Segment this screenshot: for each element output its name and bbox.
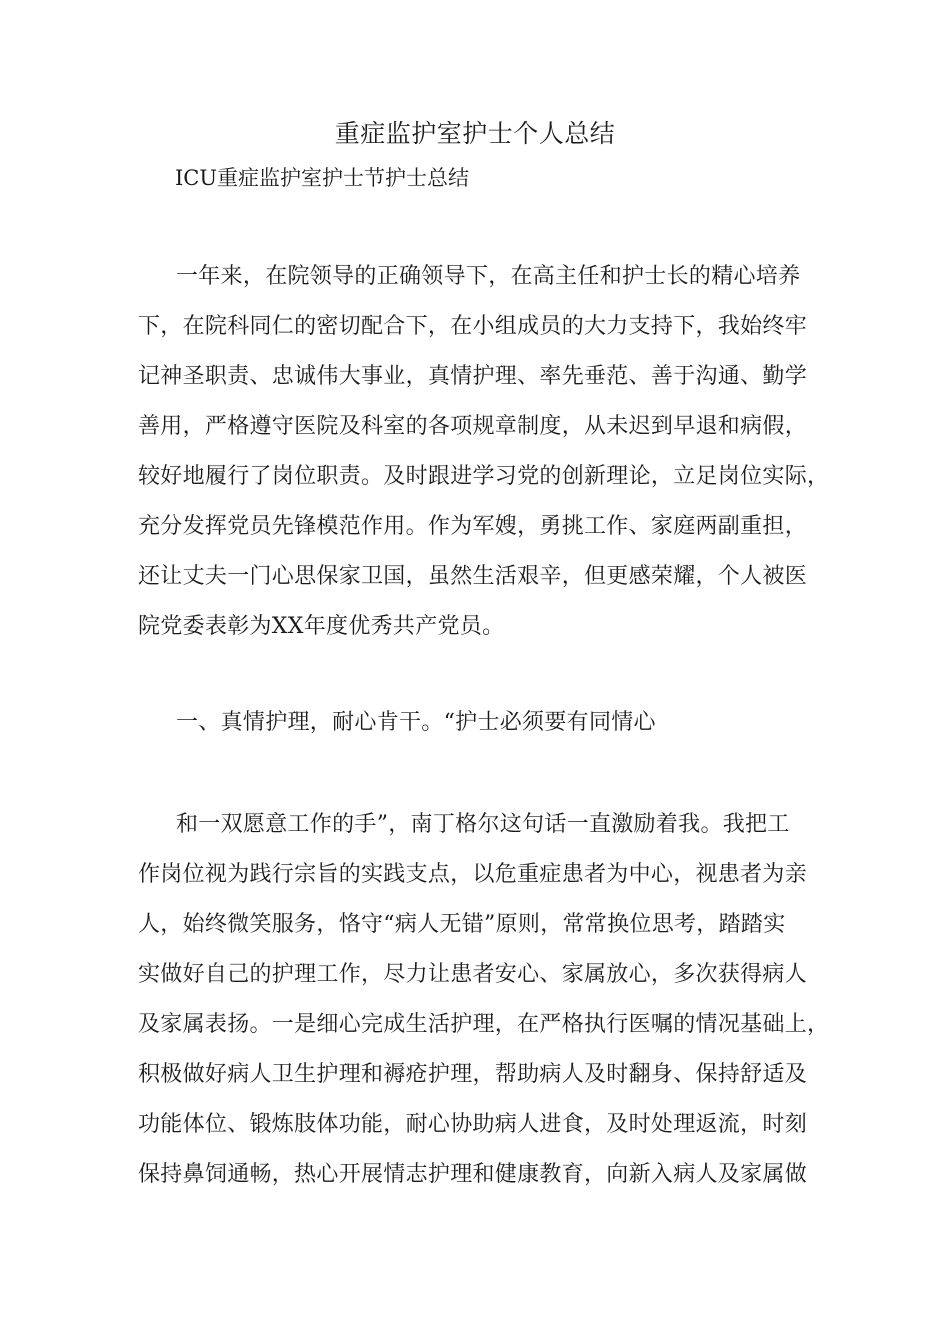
text-line: 善用，严格遵守医院及科室的各项规章制度，从未迟到早退和病假， — [138, 414, 808, 439]
text-line: 功能体位、锻炼肢体功能，耐心协助病人进食，及时处理返流，时刻 — [138, 1112, 808, 1137]
text-line: 作岗位视为践行宗旨的实践支点，以危重症患者为中心，视患者为亲 — [138, 862, 808, 887]
document-subtitle: ICU重症监护室护士节护士总结 — [175, 166, 470, 190]
paragraph-nursing — [138, 800, 828, 1200]
section-heading — [138, 698, 828, 748]
text-line: 积极做好病人卫生护理和褥疮护理，帮助病人及时翻身、保持舒适及 — [138, 1062, 808, 1087]
text-line: 和一双愿意工作的手”，南丁格尔这句话一直激励着我。我把工 — [176, 812, 790, 837]
text-line: 人，始终微笑服务，恪守“病人无错”原则，常常换位思考，踏踏实 — [138, 912, 786, 937]
text-line: 记神圣职责、忠诚伟大事业，真情护理、率先垂范、善于沟通、勤学 — [138, 364, 808, 389]
text-line: 及家属表扬。一是细心完成生活护理，在严格执行医嘱的情况基础上， — [138, 1012, 830, 1037]
text-line: 保持鼻饲通畅，热心开展情志护理和健康教育，向新入病人及家属做 — [138, 1162, 808, 1187]
text-line: 下，在院科同仁的密切配合下，在小组成员的大力支持下，我始终牢 — [138, 314, 808, 339]
text-line: 实做好自己的护理工作，尽力让患者安心、家属放心，多次获得病人 — [138, 962, 808, 987]
document-title: 重症监护室护士个人总结 — [334, 119, 616, 148]
text-line: 院党委表彰为XX年度优秀共产党员。 — [138, 614, 505, 639]
paragraph-intro — [138, 252, 828, 652]
text-line: 一年来，在院领导的正确领导下，在高主任和护士长的精心培养 — [176, 264, 801, 289]
text-line: 充分发挥党员先锋模范作用。作为军嫂，勇挑工作、家庭两副重担， — [138, 514, 808, 539]
text-line: 一、真情护理，耐心肯干。“护士必须要有同情心 — [176, 710, 656, 735]
text-line: 还让丈夫一门心思保家卫国，虽然生活艰辛，但更感荣耀，个人被医 — [138, 564, 808, 589]
text-line: 较好地履行了岗位职责。及时跟进学习党的创新理论，立足岗位实际， — [138, 464, 830, 489]
